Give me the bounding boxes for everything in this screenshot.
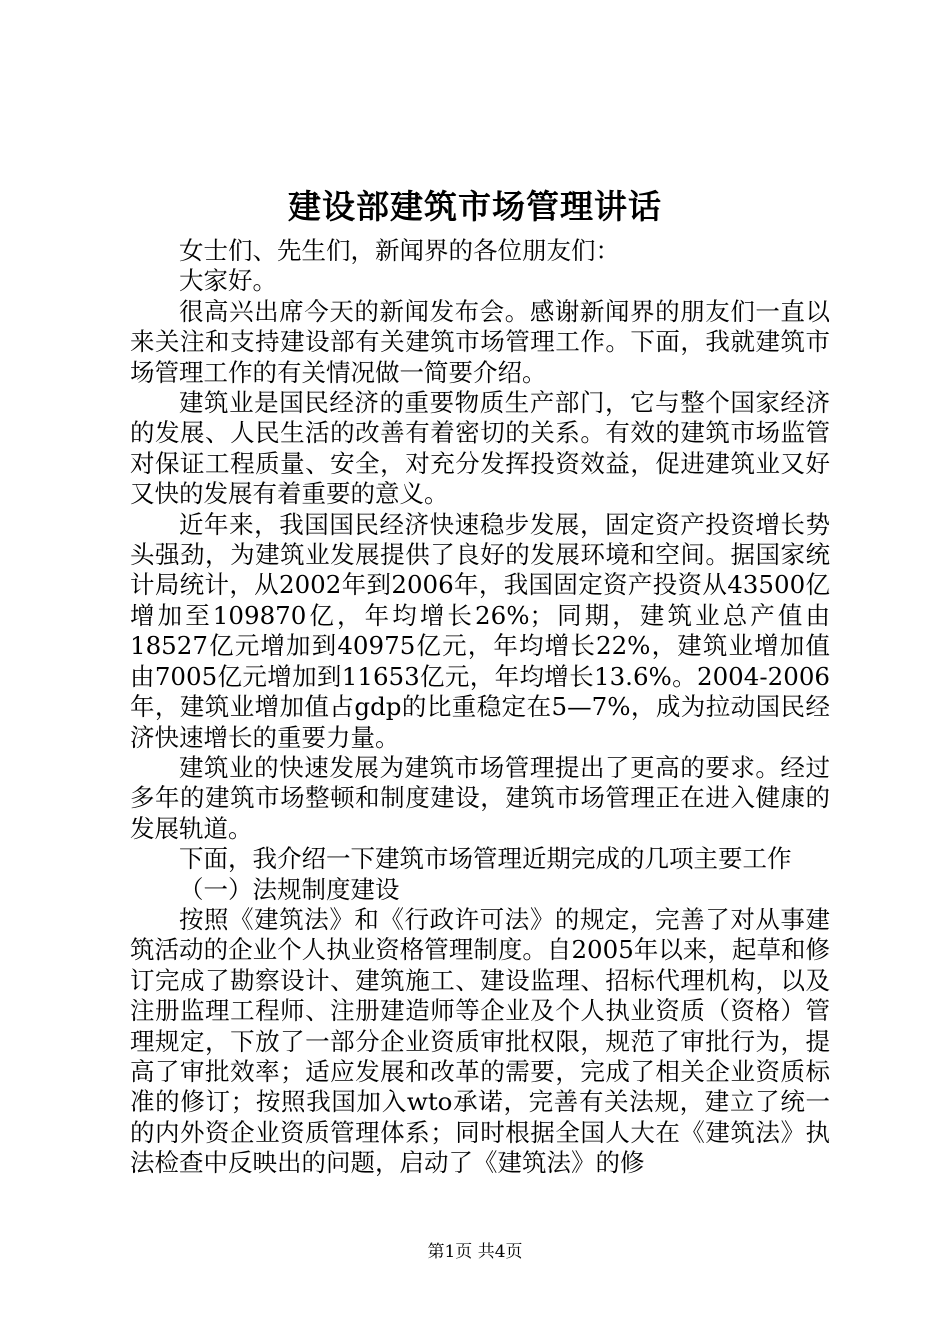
page-footer: 第1页 共4页 (427, 1242, 523, 1262)
section-heading-regulations: （一）法规制度建设 (179, 874, 400, 904)
paragraph-market-requirements: 建筑业的快速发展为建筑市场管理提出了更高的要求。经过多年的建筑市场整顿和制度建设，建筑市场管理正在进入健康的发展轨道。 (130, 752, 830, 843)
paragraph-regulations: 按照《建筑法》和《行政许可法》的规定，完善了对从事建筑活动的企业个人执业资格管理制度。自2005年以来，起草和修订完成了勘察设计、建筑施工、建设监理、招标代理机构，以及注册监理工程师、注册建造师等企业及个人执业资质（资格）管理规定，下放了一部分企业资质审批权限，规范了审批行为，提高了审批效率；适应发展和改革的需要，完成了相关企业资质标准的修订；按照我国加入wto承诺，完善有关法规，建立了统一的内外资企业资质管理体系；同时根据全国人大在《建筑法》执法检查中反映出的问题，启动了《建筑法》的修 (130, 904, 830, 1178)
document-body (130, 236, 830, 1179)
document-title: 建设部建筑市场管理讲话 (288, 187, 662, 226)
paragraph-industry-importance: 建筑业是国民经济的重要物质生产部门，它与整个国家经济的发展、人民生活的改善有着密切的关系。有效的建筑市场监管对保证工程质量、安全，对充分发挥投资效益，促进建筑业又好又快的发展有着重要的意义。 (130, 388, 830, 509)
paragraph-greeting: 大家好。 (179, 266, 277, 296)
paragraph-statistics: 近年来，我国国民经济快速稳步发展，固定资产投资增长势头强劲，为建筑业发展提供了良好的发展环境和空间。据国家统计局统计，从2002年到2006年，我国固定资产投资从43500亿增加至109870亿，年均增长26%；同期，建筑业总产值由18527亿元增加到40975亿元，年均增长22%，建筑业增加值由7005亿元增加到11653亿元，年均增长13.6%。2004-2006年，建筑业增加值占gdp的比重稳定在5—7%，成为拉动国民经济快速增长的重要力量。 (130, 509, 830, 752)
paragraph-salutation: 女士们、先生们，新闻界的各位朋友们： (179, 236, 620, 265)
paragraph-work-overview: 下面，我介绍一下建筑市场管理近期完成的几项主要工作 (179, 844, 792, 874)
paragraph-intro: 很高兴出席今天的新闻发布会。感谢新闻界的朋友们一直以来关注和支持建设部有关建筑市场管理工作。下面，我就建筑市场管理工作的有关情况做一简要介绍。 (130, 296, 830, 387)
